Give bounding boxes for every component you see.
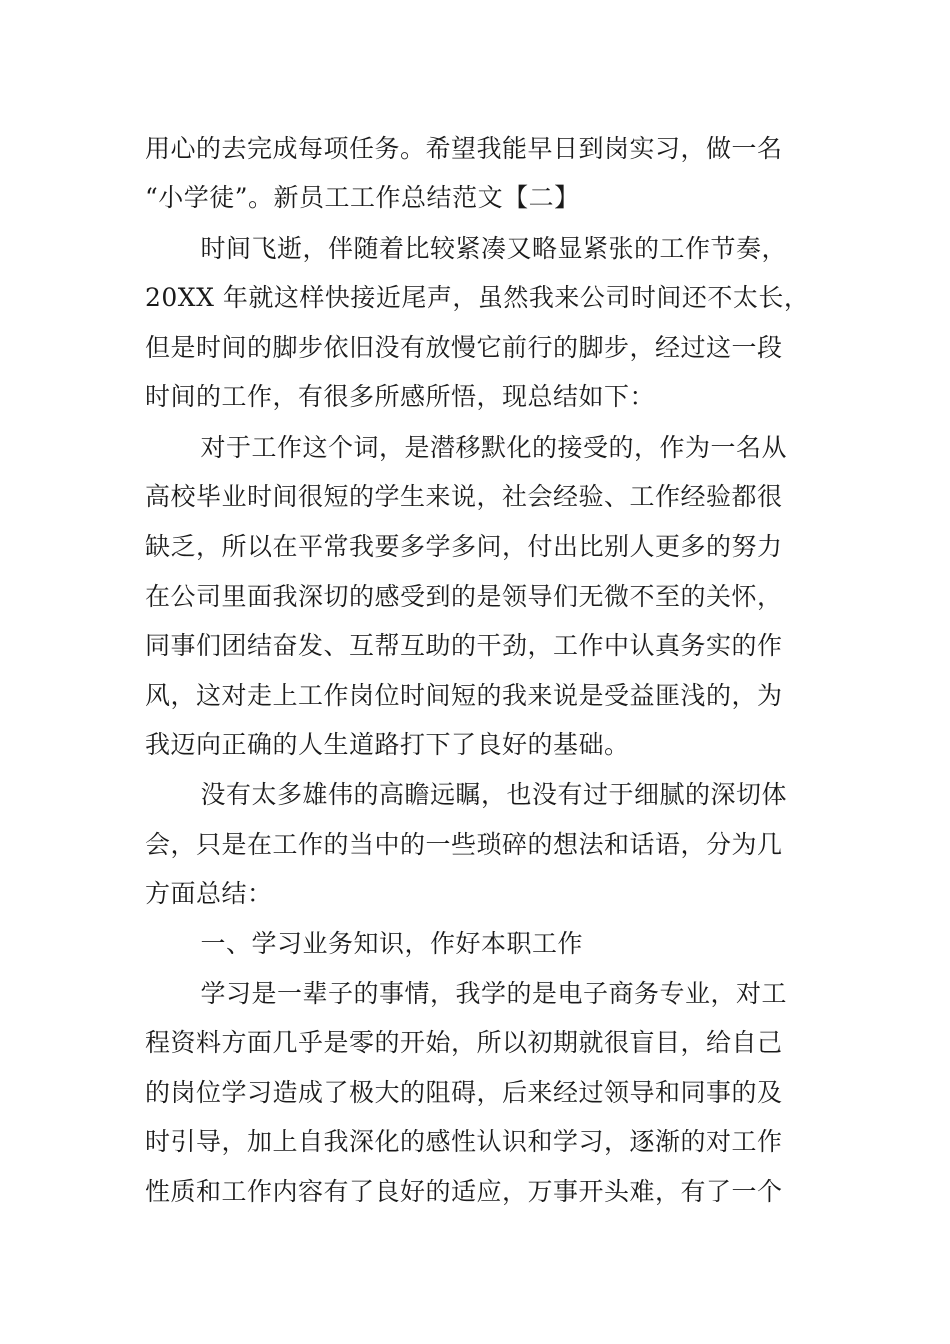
text-line: 方面总结： [145, 879, 273, 908]
text-line: 程资料方面几乎是零的开始，所以初期就很盲目，给自己 [145, 1028, 783, 1057]
text-line: “小学徒”。新员工工作总结范文【二】 [145, 183, 580, 212]
text-line: 高校毕业时间很短的学生来说，社会经验、工作经验都很 [145, 482, 783, 511]
text-line: 的岗位学习造成了极大的阻碍，后来经过领导和同事的及 [145, 1078, 783, 1107]
text-line: 风，这对走上工作岗位时间短的我来说是受益匪浅的，为 [145, 681, 783, 710]
section-heading: 一、学习业务知识，作好本职工作 [175, 929, 584, 958]
text-line: 时引导，加上自我深化的感性认识和学习，逐渐的对工作 [145, 1127, 783, 1156]
text-line: 学习是一辈子的事情，我学的是电子商务专业，对工 [175, 979, 788, 1008]
text-line: 会，只是在工作的当中的一些琐碎的想法和话语，分为几 [145, 830, 783, 859]
text-line: 但是时间的脚步依旧没有放慢它前行的脚步，经过这一段 [145, 333, 783, 362]
text-line: 用心的去完成每项任务。希望我能早日到岗实习，做一名 [145, 134, 783, 163]
text-line: 性质和工作内容有了良好的适应，万事开头难，有了一个 [145, 1177, 783, 1206]
text-line: 同事们团结奋发、互帮互助的干劲，工作中认真务实的作 [145, 631, 783, 660]
text-line: 在公司里面我深切的感受到的是领导们无微不至的关怀， [145, 582, 783, 611]
text-line: 对于工作这个词，是潜移默化的接受的，作为一名从 [175, 433, 788, 462]
text-line: 我迈向正确的人生道路打下了良好的基础。 [145, 730, 630, 759]
text-line: 时间飞逝，伴随着比较紧凑又略显紧张的工作节奏， [175, 234, 788, 263]
text-line: 没有太多雄伟的高瞻远瞩，也没有过于细腻的深切体 [175, 780, 788, 809]
text-line: 20XX 年就这样快接近尾声，虽然我来公司时间还不太长， [145, 283, 810, 312]
text-line: 缺乏，所以在平常我要多学多问，付出比别人更多的努力 [145, 532, 783, 561]
text-line: 时间的工作，有很多所感所悟，现总结如下： [145, 382, 656, 411]
